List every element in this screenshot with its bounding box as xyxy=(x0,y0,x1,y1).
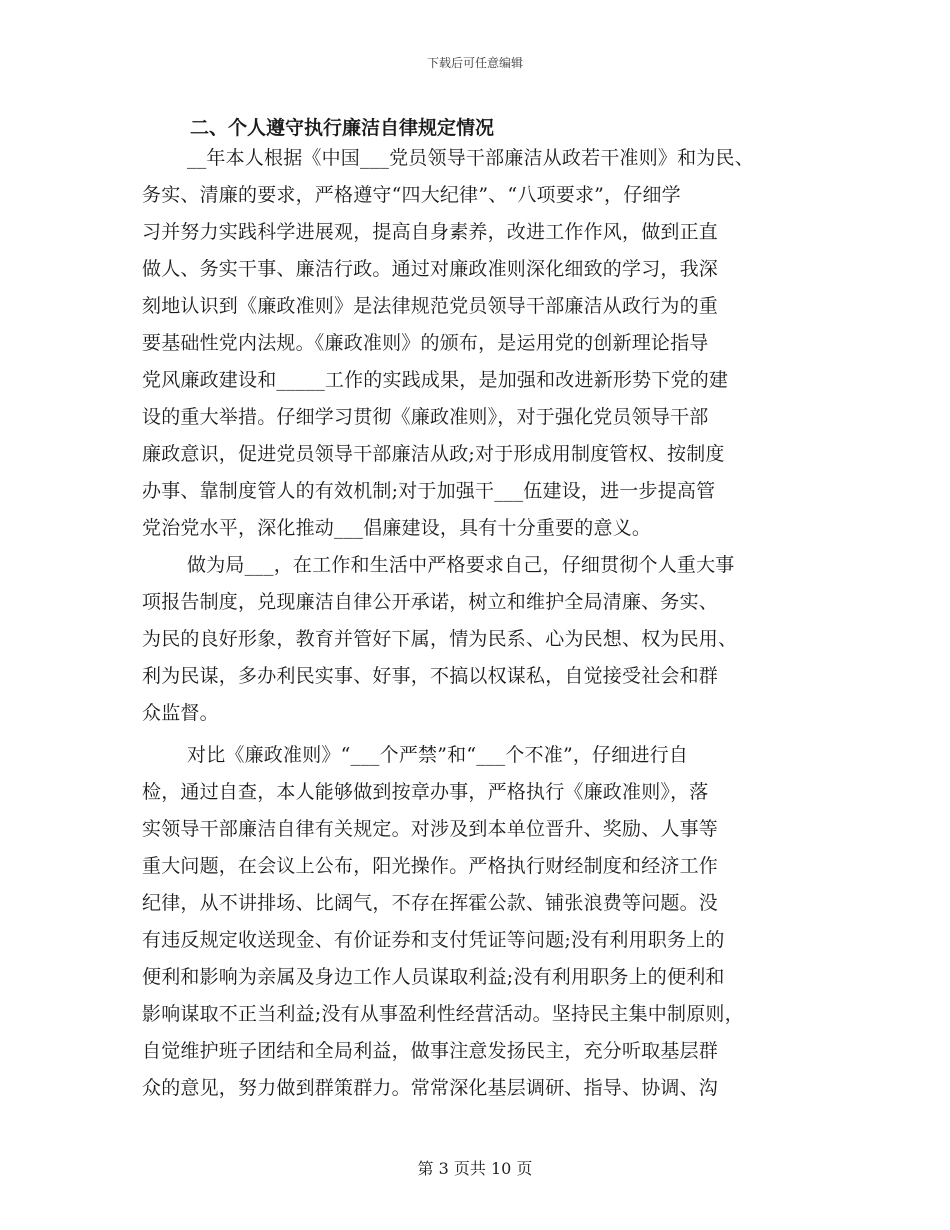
text-line: 众监督。 xyxy=(142,702,219,724)
text-line: __年本人根据《中国___党员领导干部廉洁从政若干准则》和为民、 xyxy=(187,147,754,169)
text-line: 检，通过自查，本人能够做到按章办事，严格执行《廉政准则》，落 xyxy=(142,781,709,803)
text-line: 自觉维护班子团结和全局利益，做事注意发扬民主，充分听取基层群 xyxy=(142,1040,719,1062)
text-line: 做人、务实干事、廉洁行政。通过对廉政准则深化细致的学习，我深 xyxy=(142,258,719,280)
text-line: 利为民谋，多办利民实事、好事，不搞以权谋私，自觉接受社会和群 xyxy=(142,665,719,687)
text-line: 习并努力实践科学进展观，提高自身素养，改进工作作风，做到正直 xyxy=(142,221,719,243)
text-line: 做为局___，在工作和生活中严格要求自己，仔细贯彻个人重大事 xyxy=(187,554,735,576)
text-line: 影响谋取不正当利益;没有从事盈利性经营活动。坚持民主集中制原则， xyxy=(142,1003,744,1025)
text-line: 刻地认识到《廉政准则》是法律规范党员领导干部廉洁从政行为的重 xyxy=(142,295,719,317)
text-line: 纪律，从不讲排场、比阔气，不存在挥霍公款、铺张浪费等问题。没 xyxy=(142,892,719,914)
text-line: 要基础性党内法规。《廉政准则》的颁布，是运用党的创新理论指导 xyxy=(142,332,709,354)
text-line: 项报告制度，兑现廉洁自律公开承诺，树立和维护全局清廉、务实、 xyxy=(142,591,719,613)
text-line: 办事、靠制度管人的有效机制;对于加强干___伍建设，进一步提高管 xyxy=(142,480,716,502)
section-heading: 二、个人遵守执行廉洁自律规定情况 xyxy=(190,117,495,139)
text-line: 党治党水平，深化推动___倡廉建设，具有十分重要的意义。 xyxy=(142,517,652,539)
text-line: 廉政意识，促进党员领导干部廉洁从政;对于形成用制度管权、按制度 xyxy=(142,443,725,465)
text-line: 重大问题，在会议上公布，阳光操作。严格执行财经制度和经济工作 xyxy=(142,855,719,877)
page-header-note: 下载后可任意编辑 xyxy=(426,56,523,70)
text-line: 务实、清廉的要求，严格遵守“四大纪律”、“八项要求”，仔细学 xyxy=(142,184,681,206)
text-line: 实领导干部廉洁自律有关规定。对涉及到本单位晋升、奖励、人事等 xyxy=(142,818,719,840)
page-number: 第 3 页共 10 页 xyxy=(417,1159,533,1178)
text-line: 为民的良好形象，教育并管好下属，情为民系、心为民想、权为民用、 xyxy=(142,628,738,650)
text-line: 党风廉政建设和_____工作的实践成果，是加强和改进新形势下党的建 xyxy=(142,369,729,391)
text-line: 设的重大举措。仔细学习贯彻《廉政准则》，对于强化党员领导干部 xyxy=(142,406,709,428)
text-line: 对比《廉政准则》“___个严禁”和“___个不准”，仔细进行自 xyxy=(187,744,689,766)
text-line: 便利和影响为亲属及身边工作人员谋取利益;没有利用职务上的便利和 xyxy=(142,966,725,988)
text-line: 众的意见，努力做到群策群力。常常深化基层调研、指导、协调、沟 xyxy=(142,1077,719,1099)
text-line: 有违反规定收送现金、有价证券和支付凭证等问题;没有利用职务上的 xyxy=(142,929,725,951)
